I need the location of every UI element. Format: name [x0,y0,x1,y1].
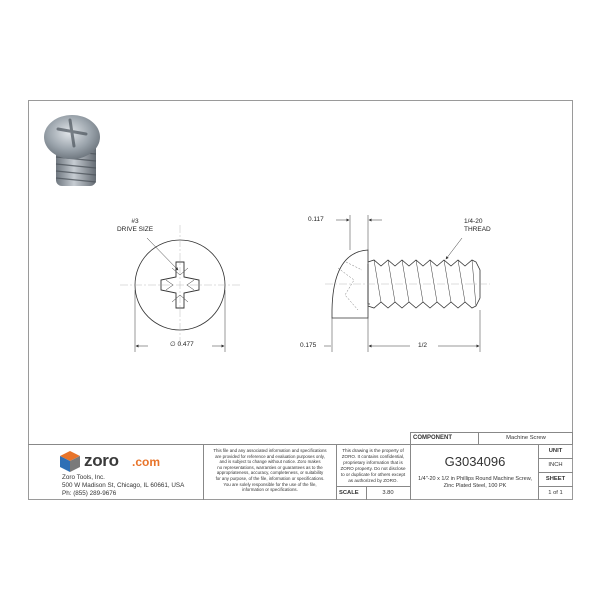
thread-text: THREAD [464,226,491,233]
sheet-row-line [538,486,573,487]
component-label: COMPONENT [413,435,452,441]
company-address: 500 W Madison St, Chicago, IL 60661, USA [62,482,185,489]
diameter-label: ∅ 0.477 [170,341,194,348]
head-radius-leader [324,318,332,352]
drive-size-leader [147,238,178,270]
screw-side-view [325,250,490,318]
head-height-label: 0.117 [308,216,324,223]
property-notice [337,448,409,484]
thread-label [464,218,491,234]
disclaimer-line: You are solely responsible for the use of the file, [223,481,317,487]
notice-line: as authorized by ZORO. [348,478,398,483]
disclaimer-text [205,448,335,493]
sheet-label: SHEET [545,476,566,482]
logo-tld: .com [132,455,161,469]
notice-line: ZORO. It contains confidential, [341,454,405,459]
drive-size-number: #3 [131,218,139,225]
divider [478,432,479,444]
notice-line: This drawing is the property of [342,448,404,453]
thread-leader [446,238,462,259]
disclaimer-line: are provided for reference and evaluation purposes only, [215,453,325,459]
title-block-top [410,432,573,433]
company-phone: Ph: (855) 289-9676 [62,490,117,497]
drive-size-text: DRIVE SIZE [116,226,154,233]
company-name: Zoro Tools, Inc. [62,474,105,481]
logo-word: zoro [84,451,119,470]
divider [203,444,204,500]
description-line: 1/4"-20 x 1/2 in Phillips Round Machine Screw, [418,476,532,482]
zoro-logo [62,451,182,471]
unit-row-line [538,458,573,459]
scale-value: 3.80 [382,490,394,496]
notice-line: to or duplicate for others except [340,472,406,477]
divider [410,432,411,500]
company-info [62,474,184,498]
screw-head-front-view [120,225,240,345]
thread-size: 1/4-20 [464,218,483,225]
title-block-border [28,444,573,445]
divider [572,432,573,444]
disclaimer-line: for any purpose, of the file, information or specifications. [215,475,325,481]
unit-label: UNIT [548,448,563,454]
head-radius-label: 0.175 [300,342,317,349]
disclaimer-line: appropriateness, accuracy, completeness, or suitability [216,470,324,476]
disclaimer-line: and is subject to change without notice. Zoro makes [219,459,321,465]
drive-size-label [100,218,170,234]
disclaimer-line: information or specifications. [242,487,298,493]
unit-row-line [538,472,573,473]
component-value: Machine Screw [506,435,546,441]
divider [366,486,367,500]
unit-value: INCH [548,462,563,468]
notice-line: proprietary information that is [343,460,403,465]
disclaimer-line: This file and any associated information and specifications [213,448,327,453]
part-number: G3034096 [444,454,506,469]
head-height-dimension [336,215,382,250]
disclaimer-line: no representations, warranties or guarantees as to the [217,464,323,470]
screw-3d-thumbnail [44,115,100,186]
sheet-value: 1 of 1 [548,490,563,496]
scale-row-line [336,486,410,487]
scale-label: SCALE [339,490,359,496]
description-line: Zinc Plated Steel, 100 PK [443,482,507,489]
notice-line: ZORO property. Do not disclose [340,466,406,471]
part-description [412,476,538,489]
length-label: 1/2 [418,342,428,349]
